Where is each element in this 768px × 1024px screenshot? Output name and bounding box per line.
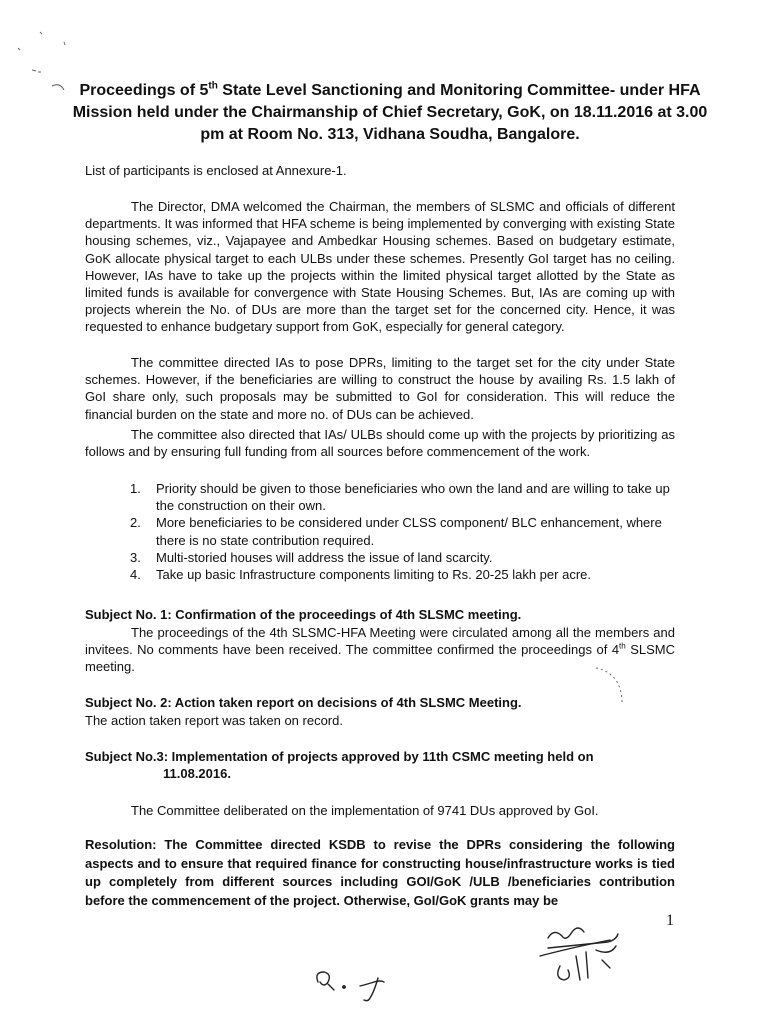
participants-line: List of participants is enclosed at Annexure-1. — [85, 163, 347, 178]
page-number: 1 — [666, 912, 674, 929]
priority-list-item — [130, 566, 675, 583]
paragraph-director-welcome: The Director, DMA welcomed the Chairman, the members of SLSMC and officials of different departments. It was informed that HFA scheme is being implemented by converging with existing State housing schemes, viz., Vajapayee and Ambedkar Housing schemes. Based on budgetary estimate, GoK allocate physical target to each ULBs under these schemes. Presently GoI target has no ceiling. However, IAs have to take up the projects within the limited physical target allotted by the State as limited funds is available for convergence with State Housing Schemes. But, IAs are coming up with projects wherein the No. of DUs are more than the target set for the concerned city. Hence, it was requested to enhance budgetary support from GoK, especially for general category. — [85, 199, 675, 335]
priority-number: 2. — [130, 515, 141, 531]
subject-3-body: The Committee deliberated on the implementation of 9741 DUs approved by GoI. — [131, 803, 599, 818]
title-superscript: th — [208, 80, 218, 92]
title-part-1: Proceedings of 5 — [79, 82, 209, 99]
priority-text: Take up basic Infrastructure components limiting to Rs. 20-25 lakh per acre. — [156, 567, 591, 583]
handwritten-initials — [317, 972, 384, 1001]
subject-1-body-part-1: The proceedings of the 4th SLSMC-HFA Meeting were circulated among all the members and invitees. No comments have been received. The committee confirmed the proceedings of 4 — [85, 625, 675, 658]
priority-list-item — [130, 480, 675, 514]
document-title — [70, 80, 710, 146]
subject-3-heading-line-1: Subject No.3: Implementation of projects approved by 11th CSMC meeting held on — [85, 749, 594, 764]
paragraph-priorities-intro: The committee also directed that IAs/ ULBs should come up with the projects by prioritizing as follows and by ensuring full funding from all sources before commencement of the work. — [85, 427, 675, 460]
priority-number: 4. — [130, 567, 141, 583]
handwritten-signature — [540, 928, 618, 980]
title-part-2: State Level Sanctioning and Monitoring Committee- under HFA Mission held under the Chairmanship of Chief Secretary, GoK, on 18.11.2016 at 3.00 pm at Room No. 313, Vidhana Soudha, Bangalore. — [72, 82, 708, 143]
priority-text: Priority should be given to those beneficiaries who own the land and are willing to take up the construction on their own. — [156, 481, 670, 514]
resolution-paragraph: Resolution: The Committee directed KSDB to revise the DPRs considering the following aspects and to ensure that required finance for constructing house/infrastructure works is tied up completely from different sources including GOI/GoK /ULB /beneficiaries contribution before the commencement of the project. Otherwise, GoI/GoK grants may be — [85, 837, 675, 908]
subject-1-heading: Subject No. 1: Confirmation of the proceedings of 4th SLSMC meeting. — [85, 607, 522, 622]
priority-text: More beneficiaries to be considered under CLSS component/ BLC enhancement, where there is no state contribution required. — [156, 515, 662, 548]
subject-3-heading — [85, 748, 675, 782]
subject-2-heading: Subject No. 2: Action taken report on decisions of 4th SLSMC Meeting. — [85, 695, 522, 710]
subject-2-body: The action taken report was taken on record. — [85, 713, 343, 728]
subject-1-body — [85, 624, 675, 676]
priority-text: Multi-storied houses will address the issue of land scarcity. — [156, 549, 493, 565]
subject-1-body-part-2: SLSMC meeting. — [85, 642, 675, 675]
priority-list-item — [130, 514, 675, 548]
priority-list — [130, 480, 675, 583]
priority-list-item — [130, 549, 675, 566]
paragraph-committee-directive: The committee directed IAs to pose DPRs, limiting to the target set for the city under State schemes. However, if the beneficiaries are willing to construct the house by availing Rs. 1.5 lakh of GoI share only, such proposals may be submitted to GoI for consideration. This will reduce the financial burden on the state and more no. of DUs can be achieved. — [85, 355, 675, 422]
priority-number: 1. — [130, 481, 141, 496]
subject-1-superscript: th — [619, 641, 626, 651]
priority-number: 3. — [130, 549, 141, 565]
subject-3-heading-line-2: 11.08.2016. — [163, 766, 231, 782]
